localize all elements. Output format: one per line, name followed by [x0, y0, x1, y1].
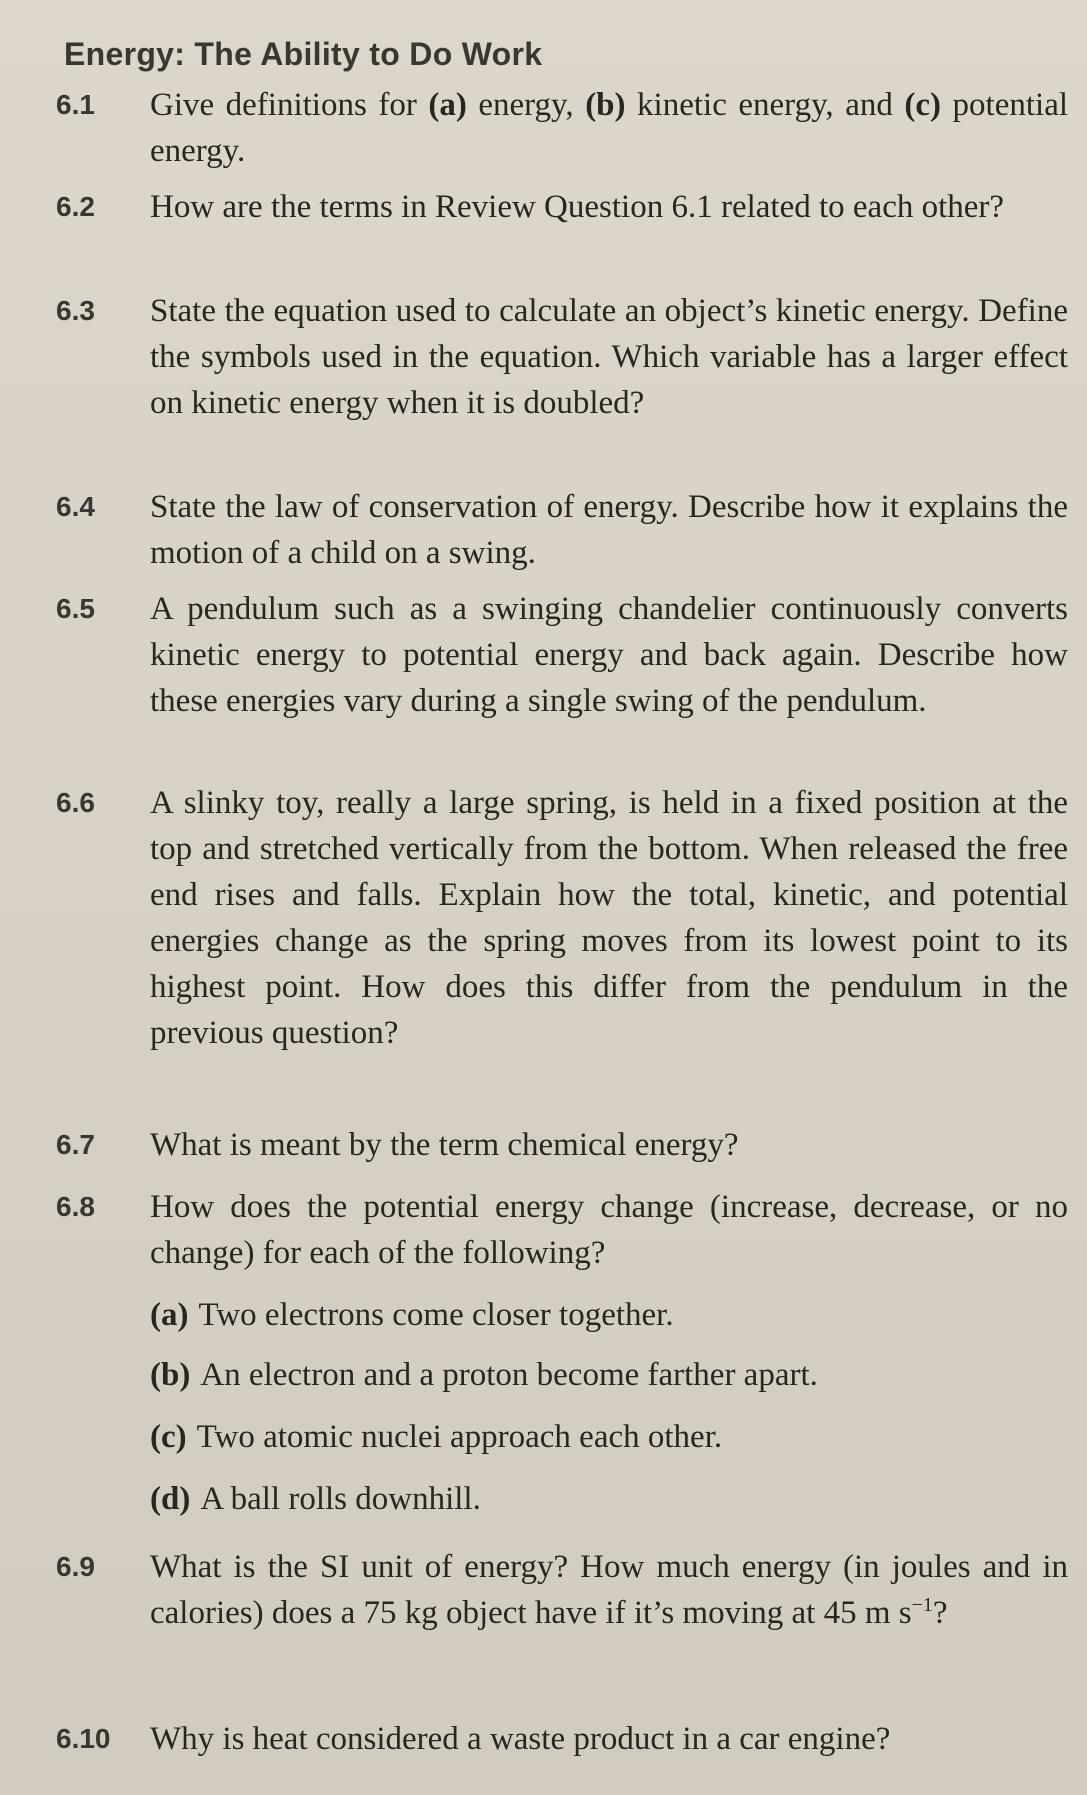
question-text: A slinky toy, really a large spring, is held in a fixed position at the top and stretched vertically from the bottom. When released the free end rises and falls. Explain how the total, kinetic, and potential energies change as the spring moves from its lowest point to its highest point. How does this differ from the pendulum in the previous question?: [150, 785, 1068, 1051]
question-number: 6.4: [56, 491, 95, 522]
question-text: State the law of conservation of energy. Describe how it explains the motion of a child on a swing.: [150, 489, 1068, 571]
subitem-b: (b) An electron and a proton become farther apart.: [150, 1357, 818, 1393]
question-number: 6.5: [56, 593, 95, 624]
question-text: Why is heat considered a waste product in a car engine?: [150, 1721, 891, 1757]
section-heading: Energy: The Ability to Do Work: [64, 36, 543, 72]
question-number: 6.7: [56, 1129, 95, 1160]
question-number: 6.1: [56, 89, 95, 120]
question-text: A pendulum such as a swinging chandelier continuously converts kinetic energy to potential energy and back again. Describe how these energies vary during a single swing of the pendulum.: [150, 591, 1068, 719]
question-number: 6.8: [56, 1191, 95, 1222]
question-text: What is the SI unit of energy? How much energy (in joules and in calories) does a 75 kg object have if it’s moving at 45 m $s^{-1}$?: [150, 1549, 1068, 1631]
subitem-d: (d) A ball rolls downhill.: [150, 1481, 481, 1517]
question-number: 6.6: [56, 787, 95, 818]
question-text: How does the potential energy change (increase, decrease, or no change) for each of the following?: [150, 1189, 1068, 1271]
subitem-c: (c) Two atomic nuclei approach each other.: [150, 1419, 723, 1455]
question-text: Give definitions for (a) energy, (b) kinetic energy, and (c) potential energy.: [150, 87, 1069, 169]
question-number: 6.2: [56, 191, 95, 222]
question-number: 6.10: [56, 1723, 111, 1754]
exponent: −1: [911, 1594, 933, 1616]
question-number: 6.3: [56, 295, 95, 326]
subitem-a: (a) Two electrons come closer together.: [150, 1297, 674, 1333]
question-text: How are the terms in Review Question 6.1 related to each other?: [150, 189, 1005, 225]
question-text: What is meant by the term chemical energy?: [150, 1127, 739, 1163]
question-text: State the equation used to calculate an object’s kinetic energy. Define the symbols used in the equation. Which variable has a larger effect on kinetic energy when it is doubled?: [150, 293, 1068, 421]
question-number: 6.9: [56, 1551, 95, 1582]
